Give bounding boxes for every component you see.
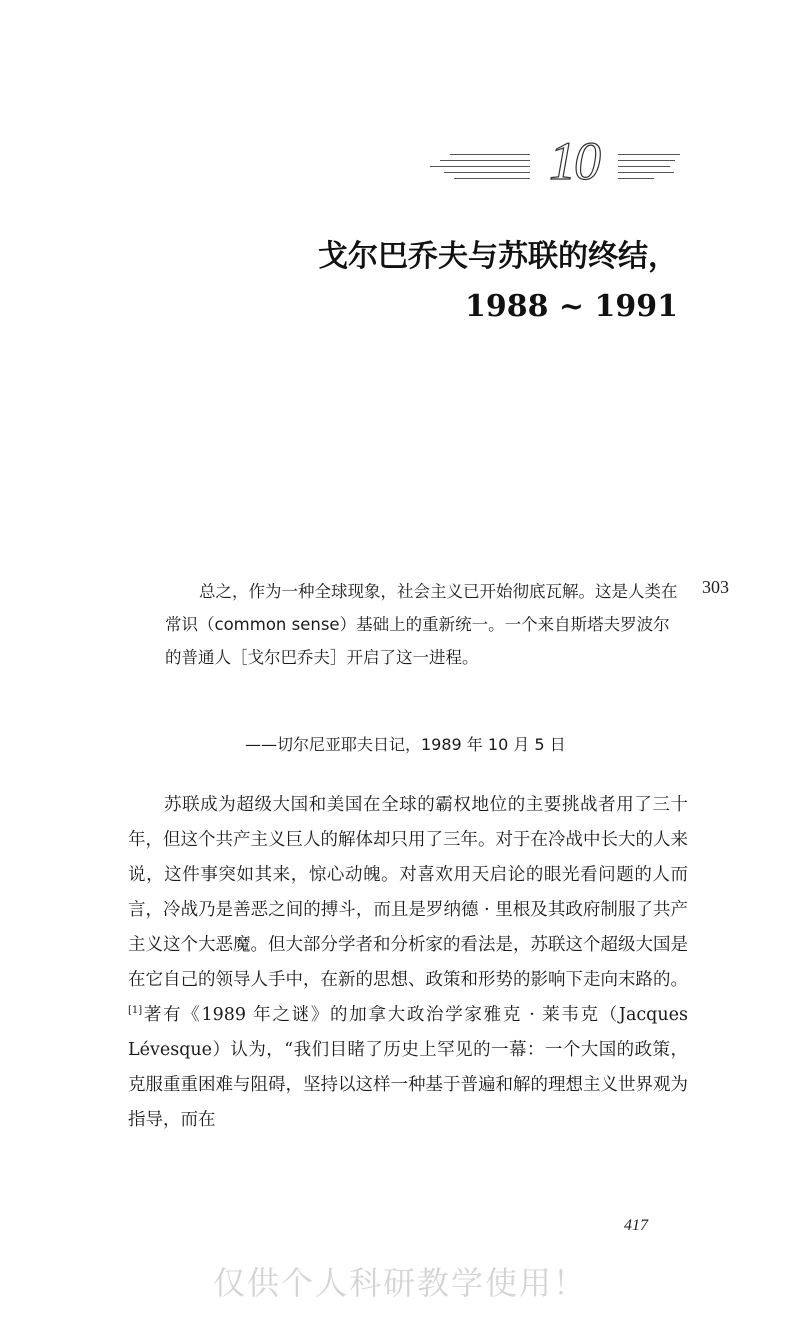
chapter-title-line1: 戈尔巴乔夫与苏联的终结， — [318, 239, 678, 274]
epigraph-attribution: ——切尔尼亚耶夫日记，1989 年 10 月 5 日 — [245, 735, 566, 754]
body-text-part1: 苏联成为超级大国和美国在全球的霸权地位的主要挑战者用了三十年，但这个共产主义巨人的解体却只用了三年。对于在冷战中长大的人来说，这件事突如其来，惊心动魄。对喜欢用天启论的眼光看问题的人而言，冷战乃是善恶之间的搏斗，而且是罗纳德 · 里根及其政府制服了共产主义这个大恶魔。但大部分学者和分析家的看法是，苏联这个超级大国是在它自己的领导人手中，在新的思想、政策和形势的影响下走向末路的。 — [128, 795, 688, 990]
page-number: 417 — [624, 1217, 648, 1234]
chapter-number: 10 — [530, 134, 618, 188]
footnote-marker: [1] — [128, 1005, 143, 1017]
chapter-title-line2: 1988 ~ 1991 — [464, 289, 678, 324]
body-paragraph — [128, 788, 688, 1138]
body-text — [128, 788, 688, 1138]
epigraph-text: 总之，作为一种全球现象，社会主义已开始彻底瓦解。这是人类在常识（common sense）基础上的重新统一。一个来自斯塔夫罗波尔的普通人［戈尔巴乔夫］开启了这一进程。 — [165, 582, 678, 667]
watermark: 仅供个人科研教学使用！ — [212, 1264, 587, 1302]
epigraph — [165, 575, 685, 674]
chapter-number-ornament — [430, 131, 680, 191]
body-text-part2: 著有《1989 年之谜》的加拿大政治学家雅克 · 莱韦克（Jacques Lévesque）认为，“我们目睹了历史上罕见的一幕：一个大国的政策，克服重重困难与阻碍，坚持以这样一种基于普遍和解的理想主义世界观为指导，而在 — [128, 1005, 688, 1130]
margin-page-reference: 303 — [702, 577, 729, 597]
chapter-title — [318, 232, 678, 332]
